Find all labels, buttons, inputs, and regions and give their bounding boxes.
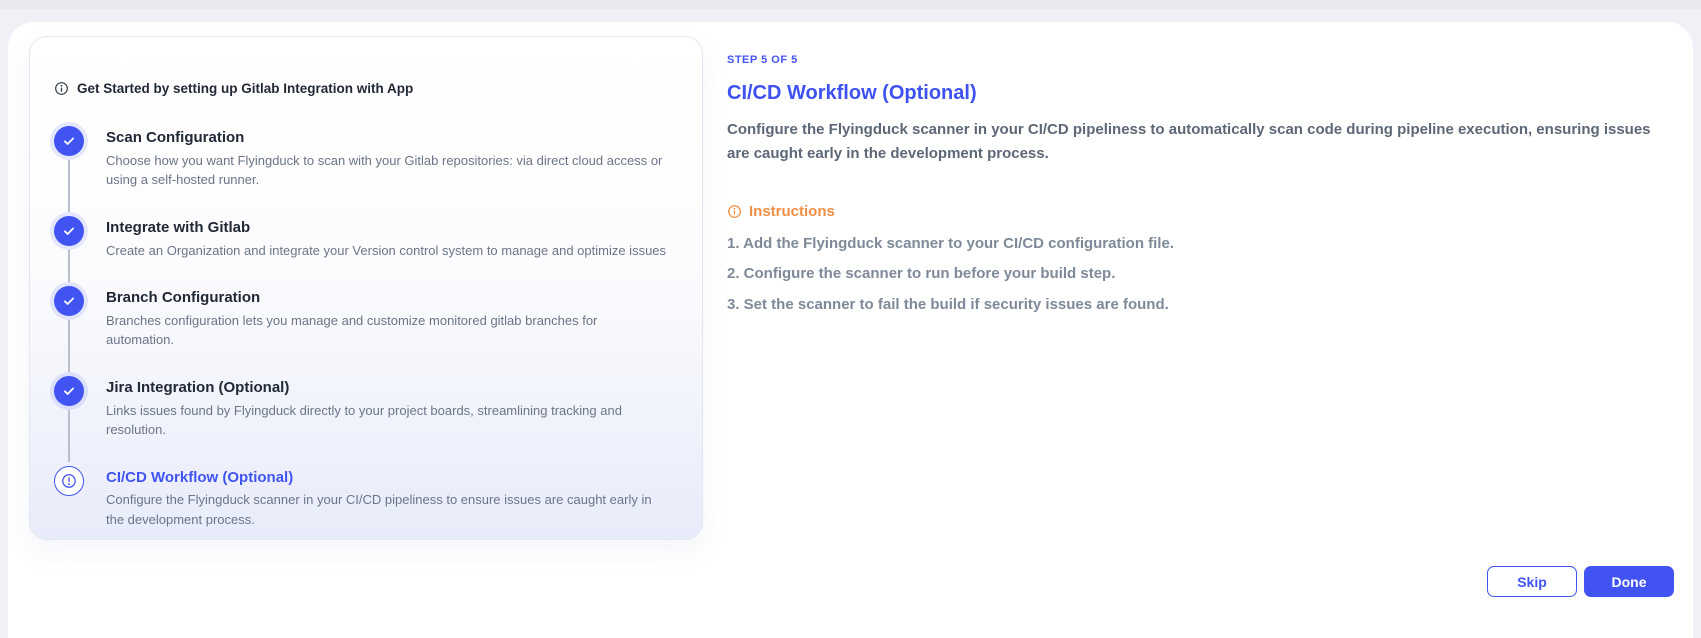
- footer-buttons: [1487, 566, 1674, 597]
- step-icon-column: [54, 466, 84, 530]
- page-title: CI/CD Workflow (Optional): [727, 82, 977, 104]
- step-title: Scan Configuration: [106, 129, 245, 146]
- instruction-item: 3. Set the scanner to fail the build if security issues are found.: [727, 295, 1169, 313]
- stepper-step[interactable]: [54, 286, 676, 350]
- page-description: Configure the Flyingduck scanner in your CI/CD pipeliness to automatically scan code during pipeline execution, ensuring issues are caught early in the development process.: [727, 121, 1651, 162]
- step-icon-column: [54, 126, 84, 190]
- stepper-step[interactable]: [54, 376, 676, 440]
- skip-button[interactable]: Skip: [1487, 566, 1577, 597]
- check-icon: [54, 126, 84, 156]
- instructions-heading: [727, 203, 1675, 220]
- step-icon-column: [54, 216, 84, 260]
- instructions-list: [727, 234, 1675, 315]
- step-title: Branch Configuration: [106, 289, 261, 306]
- step-text: [106, 216, 666, 260]
- step-icon-column: [54, 286, 84, 350]
- step-description: Choose how you want Flyingduck to scan with your Gitlab repositories: via direct cloud access or using a self-hosted runner.: [106, 152, 663, 188]
- step-title: Jira Integration (Optional): [106, 378, 290, 396]
- step-description: Create an Organization and integrate your Version control system to manage and optimize issues: [106, 242, 667, 258]
- step-icon-column: [54, 376, 84, 440]
- step-progress-label: STEP 5 OF 5: [727, 54, 798, 66]
- instructions-heading-label: Instructions: [749, 203, 835, 220]
- step-text: [106, 126, 668, 190]
- step-title: CI/CD Workflow (Optional): [106, 468, 294, 486]
- instruction-item: 2. Configure the scanner to run before your build step.: [727, 265, 1116, 283]
- step-description: Links issues found by Flyingduck directly to your project boards, streamlining tracking and resolution.: [106, 402, 622, 437]
- step-title: Integrate with Gitlab: [106, 218, 251, 236]
- check-icon: [54, 376, 84, 406]
- step-description: Branches configuration lets you manage and customize monitored gitlab branches for automation.: [106, 312, 598, 348]
- check-icon: [54, 286, 84, 316]
- alert-circle-icon: [54, 466, 84, 496]
- info-circle-icon: [727, 204, 742, 219]
- stepper-panel: [29, 36, 703, 540]
- content-panel: [727, 54, 1675, 325]
- steps-list: [30, 126, 702, 529]
- main-card: [8, 22, 1693, 638]
- step-text: [106, 466, 668, 530]
- stepper-step[interactable]: [54, 216, 676, 260]
- info-circle-icon: [54, 81, 69, 96]
- instruction-item: 1. Add the Flyingduck scanner to your CI/CD configuration file.: [727, 235, 1174, 252]
- stepper-header: [54, 81, 676, 96]
- instructions-section: [727, 203, 1675, 315]
- stepper-step[interactable]: [54, 126, 676, 190]
- step-description: Configure the Flyingduck scanner in your CI/CD pipeliness to ensure issues are caught early in the development process.: [106, 492, 652, 527]
- stepper-header-label: Get Started by setting up Gitlab Integration with App: [77, 81, 414, 96]
- check-icon: [54, 216, 84, 246]
- done-button[interactable]: Done: [1584, 566, 1674, 597]
- stepper-step[interactable]: [54, 466, 676, 530]
- step-text: [106, 376, 668, 440]
- step-text: [106, 286, 668, 350]
- top-strip: [0, 0, 1701, 9]
